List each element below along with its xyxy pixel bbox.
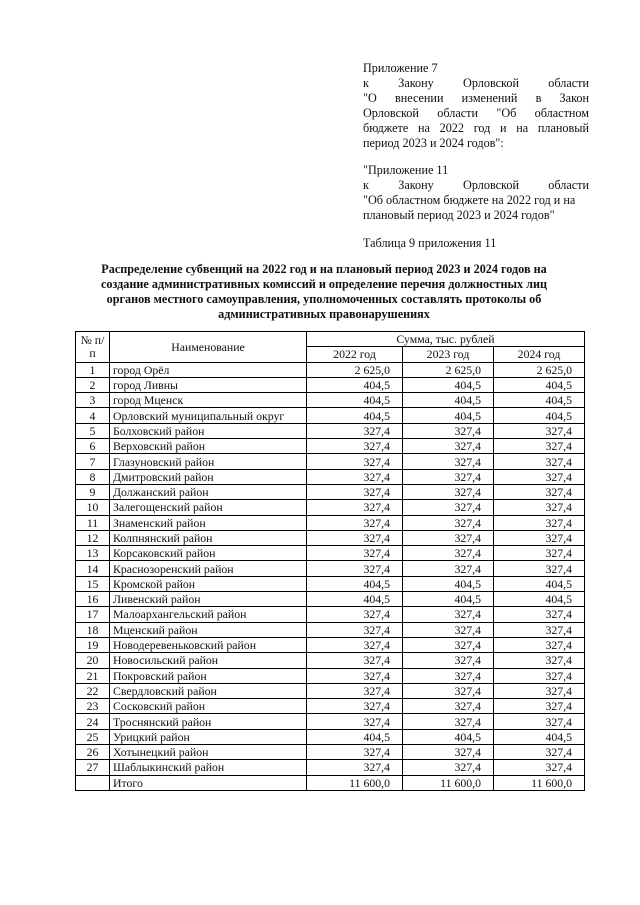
table-row: [76, 469, 585, 484]
row-num: 11: [76, 515, 110, 530]
subventions-table: [75, 331, 585, 791]
row-num: 26: [76, 745, 110, 760]
row-2023: 327,4: [403, 439, 494, 454]
row-2022: 327,4: [307, 760, 403, 775]
table-note: Таблица 9 приложения 11: [363, 236, 497, 250]
row-2022: 327,4: [307, 546, 403, 561]
row-name: город Мценск: [110, 393, 307, 408]
row-2024: 327,4: [494, 653, 585, 668]
row-2022: 327,4: [307, 561, 403, 576]
row-2024: 327,4: [494, 530, 585, 545]
total-2023: 11 600,0: [403, 775, 494, 790]
header-num: № п/п: [76, 332, 110, 363]
row-name: Краснозоренский район: [110, 561, 307, 576]
row-num: 14: [76, 561, 110, 576]
row-name: Залегощенский район: [110, 500, 307, 515]
table-row: [76, 530, 585, 545]
row-name: Мценский район: [110, 622, 307, 637]
row-2022: 327,4: [307, 699, 403, 714]
header-sum: Сумма, тыс. рублей: [307, 332, 585, 347]
row-2024: 327,4: [494, 484, 585, 499]
row-2024: 2 625,0: [494, 362, 585, 377]
table-row: [76, 423, 585, 438]
row-2022: 327,4: [307, 714, 403, 729]
row-2022: 327,4: [307, 683, 403, 698]
row-name: Дмитровский район: [110, 469, 307, 484]
table-row: [76, 561, 585, 576]
row-num: 9: [76, 484, 110, 499]
row-2022: 327,4: [307, 469, 403, 484]
row-name: Хотынецкий район: [110, 745, 307, 760]
appendix-line: плановый период 2023 и 2024 годов": [363, 208, 555, 222]
row-name: Урицкий район: [110, 729, 307, 744]
row-num: 4: [76, 408, 110, 423]
row-2023: 327,4: [403, 546, 494, 561]
row-num: 13: [76, 546, 110, 561]
row-2024: 327,4: [494, 515, 585, 530]
row-name: Новосильский район: [110, 653, 307, 668]
row-2023: 327,4: [403, 561, 494, 576]
row-num: 5: [76, 423, 110, 438]
row-2024: 327,4: [494, 637, 585, 652]
row-name: Ливенский район: [110, 592, 307, 607]
row-num: 3: [76, 393, 110, 408]
header-name: Наименование: [110, 332, 307, 363]
row-name: Свердловский район: [110, 683, 307, 698]
row-2024: 404,5: [494, 408, 585, 423]
row-2022: 327,4: [307, 484, 403, 499]
table-row: [76, 637, 585, 652]
table-row: [76, 729, 585, 744]
row-num: 1: [76, 362, 110, 377]
row-2022: 404,5: [307, 592, 403, 607]
row-2024: 327,4: [494, 745, 585, 760]
appendix-line: период 2023 и 2024 годов":: [363, 136, 504, 150]
table-row: [76, 393, 585, 408]
table-row: [76, 362, 585, 377]
row-num: 10: [76, 500, 110, 515]
row-num: 22: [76, 683, 110, 698]
row-2022: 327,4: [307, 622, 403, 637]
appendix-line: Орловской области "Об областном: [363, 106, 589, 120]
header-2022: 2022 год: [307, 347, 403, 362]
table-row: [76, 515, 585, 530]
row-2022: 327,4: [307, 515, 403, 530]
row-name: Знаменский район: [110, 515, 307, 530]
row-2022: 404,5: [307, 377, 403, 392]
row-num: 19: [76, 637, 110, 652]
row-name: Малоархангельский район: [110, 607, 307, 622]
table-row: [76, 592, 585, 607]
row-2023: 327,4: [403, 760, 494, 775]
row-2024: 327,4: [494, 454, 585, 469]
row-num: 27: [76, 760, 110, 775]
appendix-block: [363, 61, 589, 223]
row-num: 2: [76, 377, 110, 392]
row-name: Колпнянский район: [110, 530, 307, 545]
row-num: 17: [76, 607, 110, 622]
row-2024: 327,4: [494, 760, 585, 775]
row-2022: 327,4: [307, 500, 403, 515]
row-num: 7: [76, 454, 110, 469]
row-name: Болховский район: [110, 423, 307, 438]
row-num: 25: [76, 729, 110, 744]
table-row: [76, 745, 585, 760]
row-name: Троснянский район: [110, 714, 307, 729]
row-2022: 2 625,0: [307, 362, 403, 377]
table-row: [76, 714, 585, 729]
total-num: [76, 775, 110, 790]
row-2024: 327,4: [494, 500, 585, 515]
row-num: 24: [76, 714, 110, 729]
row-2024: 327,4: [494, 683, 585, 698]
row-2022: 327,4: [307, 637, 403, 652]
row-name: Должанский район: [110, 484, 307, 499]
row-2023: 404,5: [403, 377, 494, 392]
row-2023: 327,4: [403, 699, 494, 714]
total-row: [76, 775, 585, 790]
row-2023: 327,4: [403, 683, 494, 698]
header-2023: 2023 год: [403, 347, 494, 362]
table-row: [76, 439, 585, 454]
row-name: Сосковский район: [110, 699, 307, 714]
table-row: [76, 500, 585, 515]
row-2023: 327,4: [403, 515, 494, 530]
row-2023: 327,4: [403, 714, 494, 729]
row-2022: 404,5: [307, 729, 403, 744]
row-2024: 327,4: [494, 622, 585, 637]
row-2023: 327,4: [403, 745, 494, 760]
appendix-line: "Об областном бюджете на 2022 год и на: [363, 193, 576, 207]
row-2023: 327,4: [403, 607, 494, 622]
row-2024: 327,4: [494, 561, 585, 576]
row-2023: 327,4: [403, 530, 494, 545]
table-row: [76, 668, 585, 683]
table-row: [76, 683, 585, 698]
row-2022: 327,4: [307, 668, 403, 683]
row-2023: 404,5: [403, 393, 494, 408]
row-num: 20: [76, 653, 110, 668]
row-2022: 404,5: [307, 408, 403, 423]
document-title: Распределение субвенций на 2022 год и на плановый период 2023 и 2024 годов на создание административных комиссий и определение перечня должностных лиц органов местного самоуправления, уполномоченных составлять протоколы об административных правонарушениях: [100, 262, 548, 321]
row-2022: 327,4: [307, 423, 403, 438]
row-name: Верховский район: [110, 439, 307, 454]
row-2023: 327,4: [403, 622, 494, 637]
row-2023: 327,4: [403, 454, 494, 469]
row-2022: 327,4: [307, 454, 403, 469]
table-row: [76, 699, 585, 714]
total-2022: 11 600,0: [307, 775, 403, 790]
table-row: [76, 760, 585, 775]
table-row: [76, 484, 585, 499]
row-name: Корсаковский район: [110, 546, 307, 561]
appendix-line: Приложение 7: [363, 61, 438, 75]
table-row: [76, 622, 585, 637]
row-2024: 327,4: [494, 423, 585, 438]
row-num: 16: [76, 592, 110, 607]
row-2022: 327,4: [307, 530, 403, 545]
appendix-line: к Закону Орловской области: [363, 76, 589, 90]
table-row: [76, 607, 585, 622]
row-name: город Ливны: [110, 377, 307, 392]
row-name: Глазуновский район: [110, 454, 307, 469]
row-num: 18: [76, 622, 110, 637]
header-2024: 2024 год: [494, 347, 585, 362]
row-num: 23: [76, 699, 110, 714]
row-2023: 404,5: [403, 729, 494, 744]
row-num: 21: [76, 668, 110, 683]
row-2023: 404,5: [403, 576, 494, 591]
total-2024: 11 600,0: [494, 775, 585, 790]
row-name: Орловский муниципальный округ: [110, 408, 307, 423]
row-2022: 404,5: [307, 576, 403, 591]
row-name: Шаблыкинский район: [110, 760, 307, 775]
row-2022: 327,4: [307, 745, 403, 760]
row-2023: 2 625,0: [403, 362, 494, 377]
row-2024: 327,4: [494, 714, 585, 729]
row-2023: 327,4: [403, 484, 494, 499]
row-2023: 327,4: [403, 653, 494, 668]
table-row: [76, 653, 585, 668]
row-num: 12: [76, 530, 110, 545]
table-row: [76, 377, 585, 392]
row-name: Новодеревеньковский район: [110, 637, 307, 652]
row-2023: 327,4: [403, 668, 494, 683]
row-2022: 327,4: [307, 607, 403, 622]
appendix-line: к Закону Орловской области: [363, 178, 589, 192]
row-2024: 327,4: [494, 546, 585, 561]
table-row: [76, 576, 585, 591]
row-num: 8: [76, 469, 110, 484]
row-2022: 327,4: [307, 653, 403, 668]
row-2024: 327,4: [494, 469, 585, 484]
row-name: город Орёл: [110, 362, 307, 377]
row-2024: 404,5: [494, 576, 585, 591]
table-row: [76, 408, 585, 423]
row-2024: 327,4: [494, 607, 585, 622]
row-2023: 327,4: [403, 637, 494, 652]
table-row: [76, 454, 585, 469]
row-2024: 327,4: [494, 699, 585, 714]
row-num: 15: [76, 576, 110, 591]
row-2023: 327,4: [403, 469, 494, 484]
row-2023: 404,5: [403, 408, 494, 423]
row-2023: 327,4: [403, 500, 494, 515]
row-num: 6: [76, 439, 110, 454]
row-2022: 327,4: [307, 439, 403, 454]
row-2023: 327,4: [403, 423, 494, 438]
appendix-line: "Приложение 11: [363, 163, 449, 177]
row-name: Кромской район: [110, 576, 307, 591]
appendix-line: бюджете на 2022 год и на плановый: [363, 121, 589, 135]
row-2024: 404,5: [494, 377, 585, 392]
row-2024: 404,5: [494, 729, 585, 744]
row-2024: 327,4: [494, 439, 585, 454]
row-2024: 404,5: [494, 592, 585, 607]
total-label: Итого: [110, 775, 307, 790]
row-2024: 327,4: [494, 668, 585, 683]
row-2023: 404,5: [403, 592, 494, 607]
table-row: [76, 546, 585, 561]
row-name: Покровский район: [110, 668, 307, 683]
row-2022: 404,5: [307, 393, 403, 408]
row-2024: 404,5: [494, 393, 585, 408]
appendix-line: "О внесении изменений в Закон: [363, 91, 589, 105]
